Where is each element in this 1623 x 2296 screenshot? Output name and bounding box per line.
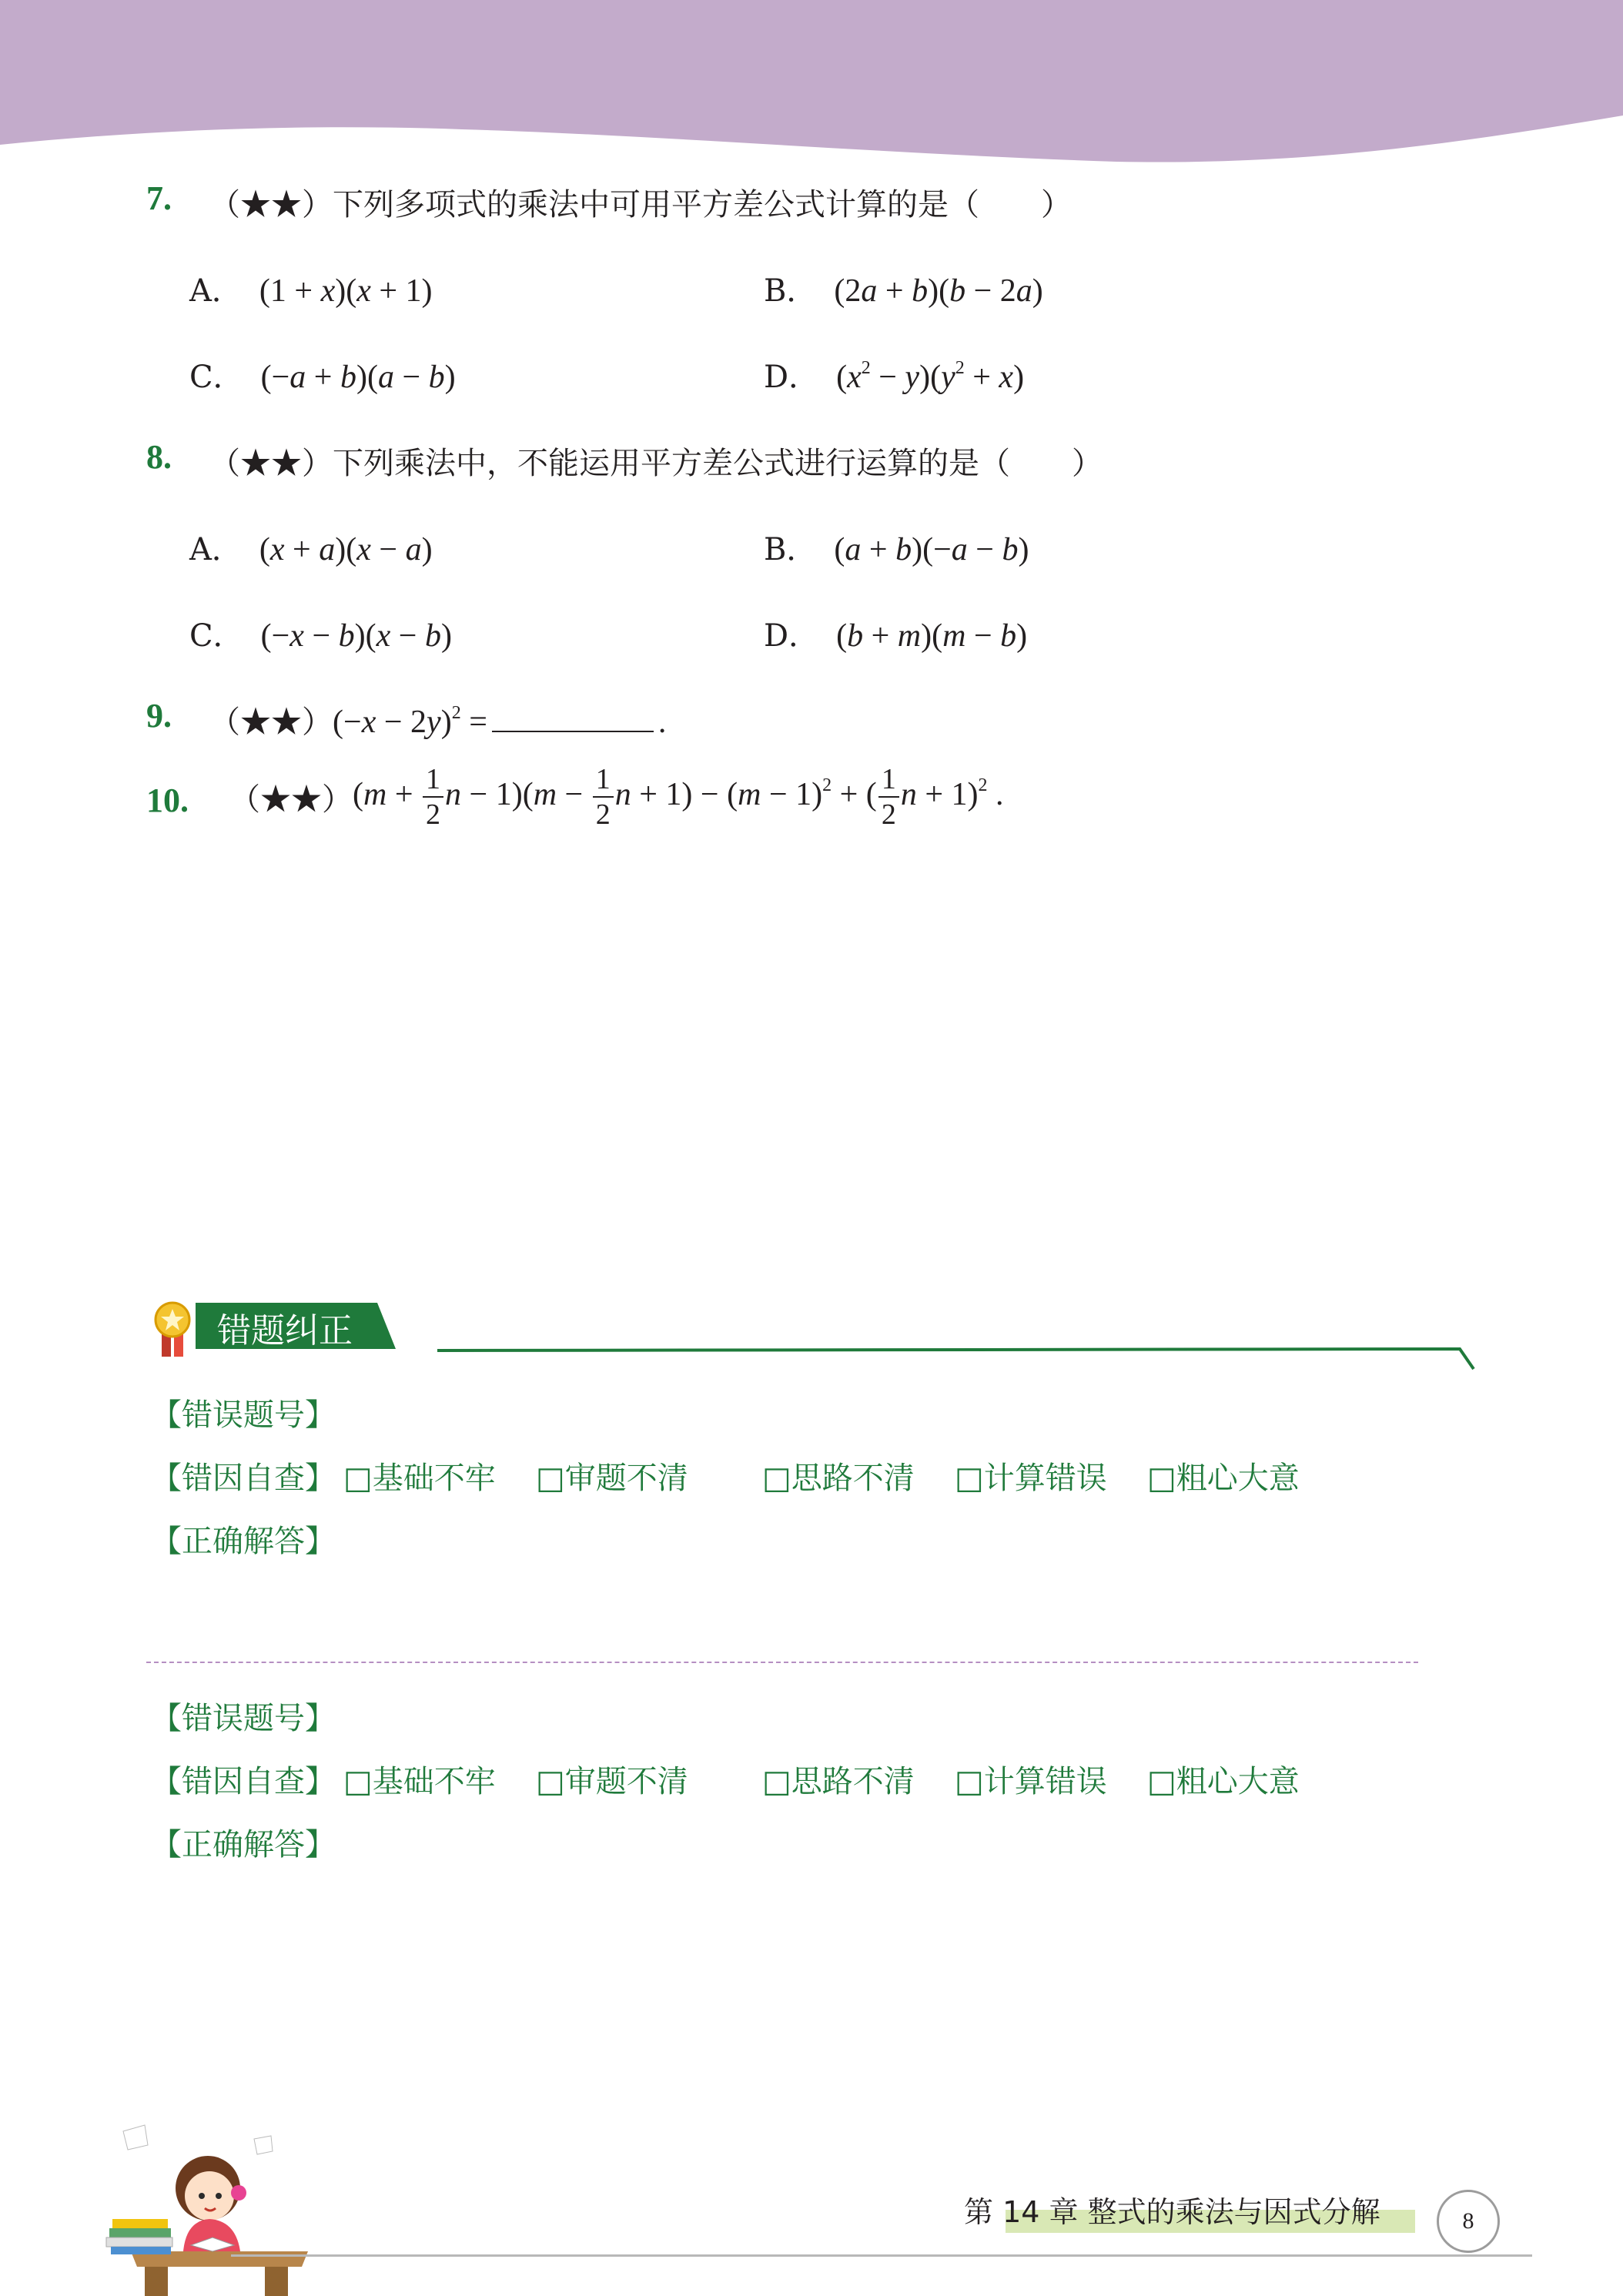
footer-rule [231,2254,1532,2257]
correction-section-title: 错题纠正 [217,1311,353,1350]
question-8-option-c[interactable]: C． (−x − b)(x − b) [189,618,452,654]
question-9-number: 9. [146,697,172,735]
checkbox-careless-2[interactable]: □粗心大意 [1147,1764,1300,1799]
error-cause-label-2: 【错因自查】 [151,1764,336,1799]
answer-blank[interactable] [492,701,654,732]
block-divider [146,1662,1418,1663]
question-8-option-b[interactable]: B． (a + b)(−a − b) [764,532,1029,567]
question-8-number: 8. [146,438,172,476]
question-7-option-b[interactable]: B． (2a + b)(b − 2a) [764,273,1043,309]
chapter-title: 第 14 章 整式的乘法与因式分解 [964,2195,1380,2229]
checkbox-unclear-approach-1[interactable]: □思路不清 [762,1461,915,1496]
header-wave-banner [0,0,1623,185]
checkbox-foundation-2[interactable]: □基础不牢 [343,1764,496,1799]
checkbox-misread-2[interactable]: □审题不清 [536,1764,688,1799]
wrong-question-number-label-1: 【错误题号】 [151,1397,336,1433]
question-7-option-c[interactable]: C． (−a + b)(a − b) [189,360,456,395]
question-7-text [209,180,1072,224]
checkbox-careless-1[interactable]: □粗心大意 [1147,1461,1300,1496]
question-8-difficulty: （★★） [209,446,333,481]
correct-answer-label-2: 【正确解答】 [151,1827,336,1863]
error-cause-label-1: 【错因自查】 [151,1461,336,1496]
correct-answer-label-1: 【正确解答】 [151,1524,336,1559]
wrong-question-number-label-2: 【错误题号】 [151,1701,336,1736]
question-10-expression: (m + $\frac{1}{2}$ n − 1)(m − $\frac{1}{2}$ $n + 1) - (m - 1)^2$ + ( $\frac{1}{2}$ n + 1)$^2$ . [353,763,1004,831]
question-10-number: 10. [146,782,189,819]
question-9-expression: $(-x - 2y)^2$ = . [333,703,667,740]
page-number: 8 [1437,2190,1500,2253]
question-10-difficulty: （★★） [229,782,353,818]
checkbox-misread-1[interactable]: □审题不清 [536,1461,688,1496]
question-8-option-d[interactable]: D． (b + m)(m − b) [764,618,1028,654]
checkbox-foundation-1[interactable]: □基础不牢 [343,1461,496,1496]
checkbox-calculation-error-1[interactable]: □计算错误 [955,1461,1107,1496]
question-10-text [229,762,1004,832]
question-9-difficulty: （★★） [209,705,333,740]
question-8-option-a[interactable]: A． (x + a)(x − a) [189,532,433,567]
question-8-prompt: 下列乘法中，不能运用平方差公式进行运算的是（ ） [333,446,1103,481]
question-7-option-d[interactable]: D． $(x^2 - y)(y^2 + x)$ [764,358,1025,395]
question-7-number: 7. [146,179,172,217]
question-7-option-a[interactable]: A． (1 + x)(x + 1) [189,273,433,309]
medal-icon [156,1303,189,1357]
question-7-prompt: 下列多项式的乘法中可用平方差公式计算的是（ ） [333,187,1072,223]
student-reading-illustration [100,2116,323,2296]
question-7-difficulty: （★★） [209,187,333,223]
checkbox-unclear-approach-2[interactable]: □思路不清 [762,1764,915,1799]
question-9-text [209,698,666,741]
question-8-text [209,439,1103,483]
checkbox-calculation-error-2[interactable]: □计算错误 [955,1764,1107,1799]
